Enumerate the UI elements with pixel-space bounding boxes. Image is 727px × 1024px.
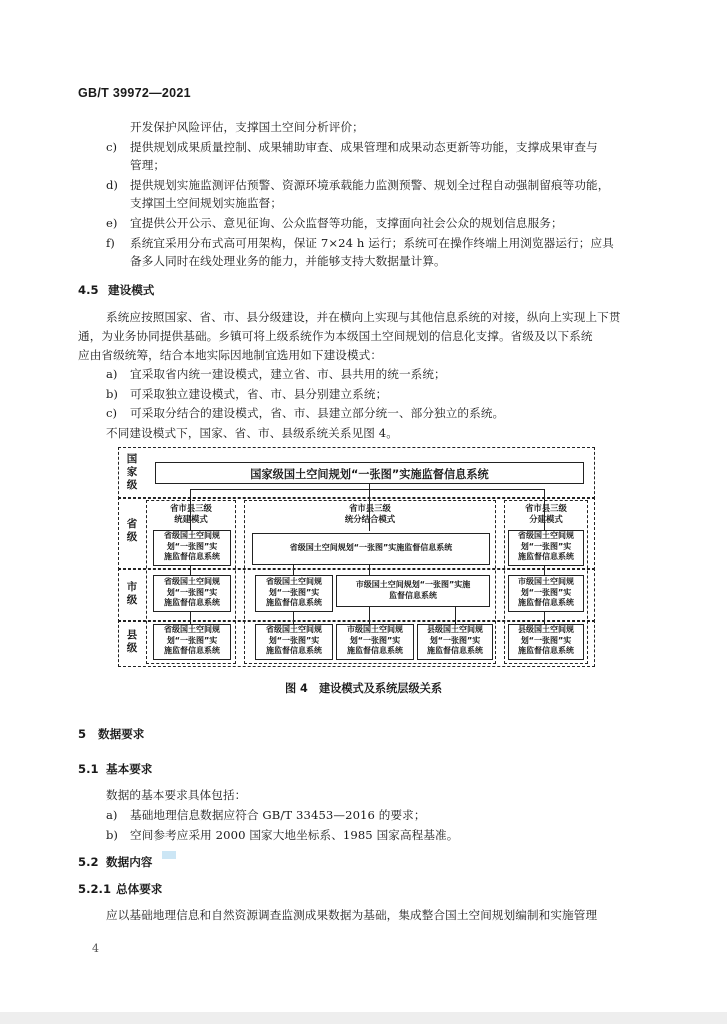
section-title: 总体要求: [116, 882, 163, 896]
connector-line: [190, 489, 544, 490]
list-item-label: f): [106, 236, 115, 250]
page-number: 4: [92, 942, 99, 955]
list-item-label: c): [106, 140, 118, 154]
connector-line: [293, 611, 294, 625]
figure-caption: 图 4 建设模式及系统层级关系: [284, 682, 443, 695]
city-system-label: 省级国土空间规 划“一张图”实 施监督信息系统: [164, 577, 220, 607]
city-system-label: 市级国土空间规 划“一张图”实 施监督信息系统: [518, 577, 574, 607]
county-system-label: 市级国土空间规 划“一张图”实 施监督信息系统: [347, 625, 403, 655]
county-system-label: 县级国土空间规 划“一张图”实 施监督信息系统: [518, 625, 574, 655]
city-system-label: 市级国土空间规划“一张图”实施 监督信息系统: [355, 580, 471, 600]
paragraph-line: 系统应按照国家、省、市、县分级建设，并在横向上实现与其他信息系统的对接，纵向上实现上下贯: [106, 310, 621, 324]
province-system-label: 省级国土空间规 划“一张图”实 施监督信息系统: [518, 531, 574, 561]
list-item-text: 宜提供公开公示、意见征询、公众监督等功能，支撑面向社会公众的规划信息服务；: [130, 216, 563, 230]
city-system-label: 省级国土空间规 划“一张图”实 施监督信息系统: [266, 577, 322, 607]
mode-label-left: 省市县三级 统建模式: [170, 503, 212, 524]
viewer-bottom-bar: [0, 1012, 727, 1024]
list-item-label: a): [106, 367, 118, 381]
list-item-text: 空间参考应采用 2000 国家大地坐标系、1985 国家高程基准。: [130, 828, 459, 842]
scan-mark: [162, 851, 176, 859]
paragraph-line: 通，为业务协同提供基础。乡镇可将上级系统作为本级国土空间规划的信息化支撑。省级及以下系统: [78, 329, 593, 343]
section-number: 5.2.1: [78, 882, 112, 896]
list-item-text: 备多人同时在线处理业务的能力，并能够支持大数据量计算。: [130, 254, 446, 268]
connector-line: [369, 606, 370, 625]
list-item-text: 宜采取省内统一建设模式，建立省、市、县共用的统一系统；: [130, 367, 446, 381]
list-item-text: 基础地理信息数据应符合 GB/T 33453—2016 的要求；: [130, 808, 426, 822]
list-item-label: a): [106, 808, 118, 822]
mode-label-middle: 省市县三级 统分结合模式: [344, 503, 396, 524]
paragraph-line: 应由省级统筹，结合本地实际因地制宜选用如下建设模式：: [78, 348, 383, 362]
list-item-label: b): [106, 387, 118, 401]
document-code: GB/T 39972—2021: [78, 86, 191, 100]
list-item-text: 支撑国土空间规划实施监督；: [130, 196, 283, 210]
section-title: 建设模式: [108, 283, 155, 297]
province-system-label: 省级国土空间规划“一张图”实施监督信息系统: [289, 543, 453, 552]
list-item-label: b): [106, 828, 118, 842]
section-title: 基本要求: [106, 762, 153, 776]
list-item-text: 可采取独立建设模式，省、市、县分别建立系统；: [130, 387, 388, 401]
county-system-label: 县级国土空间规 划“一张图”实 施监督信息系统: [427, 625, 483, 655]
paragraph-line: 应以基础地理信息和自然资源调查监测成果数据为基础，集成整合国土空间规划编制和实施管理: [106, 908, 598, 922]
section-number: 4.5: [78, 283, 99, 297]
section-number: 5.2: [78, 855, 99, 869]
province-system-label: 省级国土空间规 划“一张图”实 施监督信息系统: [164, 531, 220, 561]
section-number: 5: [78, 727, 87, 741]
paragraph-line: 数据的基本要求具体包括：: [106, 788, 247, 802]
list-item-text: 提供规划成果质量控制、成果辅助审查、成果管理和成果动态更新等功能，支撑成果审查与: [130, 140, 598, 154]
connector-line: [190, 611, 191, 625]
connector-line: [455, 606, 456, 625]
row-label-province: 省 级: [126, 518, 138, 543]
list-item-text: 系统宜采用分布式高可用架构，保证 7×24 h 运行；系统可在操作终端上用浏览器运行；应具: [130, 236, 614, 250]
section-number: 5.1: [78, 762, 99, 776]
list-item-label: d): [106, 178, 118, 192]
list-item-text: 管理；: [130, 158, 166, 172]
row-label-national: 国 家 级: [126, 453, 138, 491]
county-system-label: 省级国土空间规 划“一张图”实 施监督信息系统: [266, 625, 322, 655]
connector-line: [544, 611, 545, 625]
mode-label-right: 省市县三级 分建模式: [525, 503, 567, 524]
section-title: 数据要求: [98, 727, 145, 741]
list-continuation-line: 开发保护风险评估，支撑国土空间分析评价；: [130, 120, 364, 134]
row-label-city: 市 级: [126, 581, 138, 606]
county-system-label: 省级国土空间规 划“一张图”实 施监督信息系统: [164, 625, 220, 655]
national-system-label: 国家级国土空间规划“一张图”实施监督信息系统: [250, 468, 489, 481]
list-item-label: e): [106, 216, 118, 230]
list-item-label: c): [106, 406, 118, 420]
list-item-text: 可采取分结合的建设模式，省、市、县建立部分统一、部分独立的系统。: [130, 406, 505, 420]
section-title: 数据内容: [106, 855, 153, 869]
list-item-text: 提供规划实施监测评估预警、资源环境承载能力监测预警、规划全过程自动强制留痕等功能，: [130, 178, 610, 192]
figure-reference-line: 不同建设模式下，国家、省、市、县级系统关系见图 4。: [106, 426, 398, 440]
row-label-county: 县 级: [126, 629, 138, 654]
